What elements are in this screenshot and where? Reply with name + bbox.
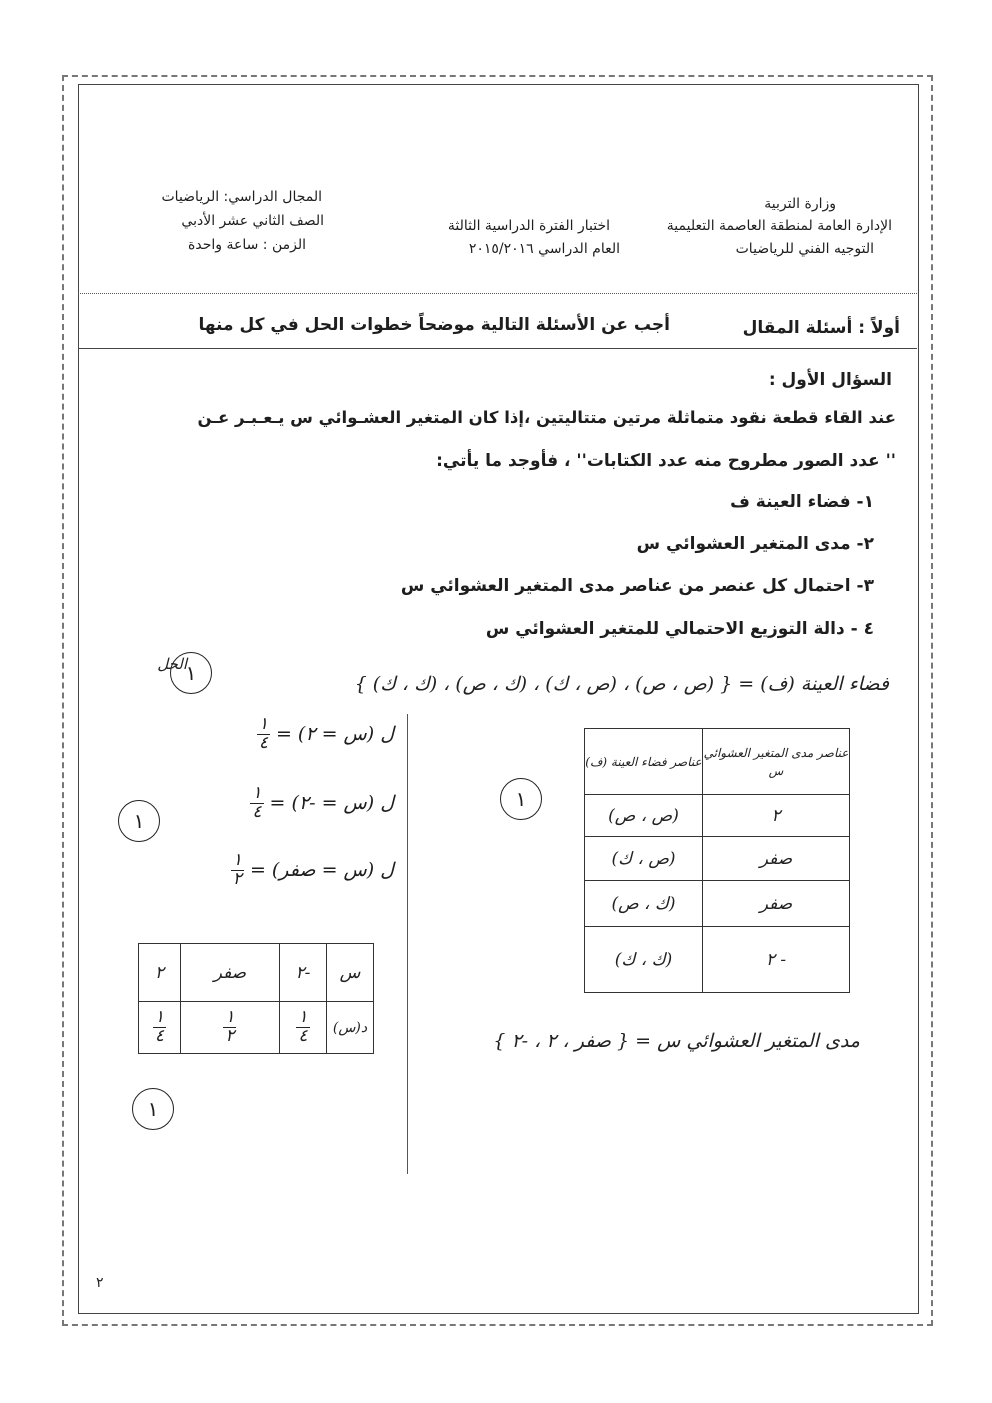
table1-header-range: عناصر مدى المتغير العشوائي س: [703, 729, 850, 795]
header-department: التوجيه الفني للرياضيات: [735, 241, 874, 257]
table1-cell: ٢: [703, 795, 850, 837]
solution-label: الحل: [157, 655, 187, 673]
distribution-table: [138, 943, 374, 1054]
header-grade: الصف الثاني عشر الأدبي: [181, 213, 324, 229]
score-circle-table2: ١: [132, 1088, 174, 1130]
header-academic-year: العام الدراسي ٢٠١٥/٢٠١٦: [468, 241, 620, 257]
table1-cell: - ٢: [703, 927, 850, 993]
table2-cell: $\frac{١}{٢}$: [180, 1002, 279, 1054]
question-text-line2: '' عدد الصور مطروح منه عدد الكتابات'' ، فأوجد ما يأتي:: [436, 451, 896, 471]
question-text-line1: عند القاء قطعة نقود متماثلة مرتين متتاليتين ،إذا كان المتغير العشـوائي س يـعـبـر عـن: [197, 408, 896, 427]
score-circle-table1: ١: [500, 778, 542, 820]
table1-cell: (ك ، ص): [585, 881, 703, 927]
header-divider: [78, 293, 917, 294]
table2-cell: صفر: [180, 944, 279, 1002]
section-divider: [78, 348, 917, 349]
question-item-4: ٤ - دالة التوزيع الاحتمالي للمتغير العشوائي س: [485, 619, 874, 639]
table1-header-sample: عناصر فضاء العينة (ف): [585, 729, 703, 795]
header-subject: المجال الدراسي: الرياضيات: [161, 189, 322, 205]
question-item-2: ٢- مدى المتغير العشوائي س: [636, 534, 874, 554]
header-duration: الزمن : ساعة واحدة: [188, 237, 306, 253]
question-item-1: ١- فضاء العينة ف: [730, 492, 874, 512]
range-answer: مدى المتغير العشوائي س = { صفر ، ٢ ، -٢ }: [493, 1030, 860, 1052]
page-number: ٢: [96, 1275, 104, 1291]
table2-cell: $\frac{١}{٤}$: [139, 1002, 181, 1054]
question-label: السؤال الأول :: [768, 370, 892, 390]
header-exam-title: اختبار الفترة الدراسية الثالثة: [447, 218, 610, 234]
probability-row: ل (س = صفر) = $\frac{١}{٢}$: [232, 850, 394, 889]
probability-row: ل (س = ٢) = $\frac{١}{٤}$: [258, 714, 394, 753]
header-admin: الإدارة العامة لمنطقة العاصمة التعليمية: [666, 218, 892, 234]
score-circle-probabilities: ١: [118, 800, 160, 842]
header-ministry: وزارة التربية: [764, 196, 836, 212]
solution-column-divider: [407, 714, 408, 1174]
table2-label: س: [327, 944, 374, 1002]
table1-cell: (ص ، ك): [585, 837, 703, 881]
table2-label: د(س): [327, 1002, 374, 1054]
section-title: أولاً : أسئلة المقال: [742, 318, 900, 338]
table2-cell: $\frac{١}{٤}$: [279, 1002, 326, 1054]
table1-cell: (ك ، ك): [585, 927, 703, 993]
inner-border: [78, 84, 919, 1314]
table1-cell: صفر: [703, 837, 850, 881]
table1-cell: صفر: [703, 881, 850, 927]
section-instruction: أجب عن الأسئلة التالية موضحاً خطوات الحل في كل منها: [198, 315, 670, 335]
sample-space-answer: فضاء العينة (ف) = { (ص ، ص) ، (ص ، ك) ، (ك ، ص) ، (ك ، ك) }: [354, 673, 889, 695]
table2-cell: ٢: [139, 944, 181, 1002]
score-circle-sample-space: ١: [170, 652, 212, 694]
probability-row: ل (س = -٢) = $\frac{١}{٤}$: [252, 783, 394, 822]
table1-cell: (ص ، ص): [585, 795, 703, 837]
sample-space-range-table: [584, 728, 850, 993]
table2-cell: -٢: [279, 944, 326, 1002]
question-item-3: ٣- احتمال كل عنصر من عناصر مدى المتغير العشوائي س: [400, 576, 874, 596]
